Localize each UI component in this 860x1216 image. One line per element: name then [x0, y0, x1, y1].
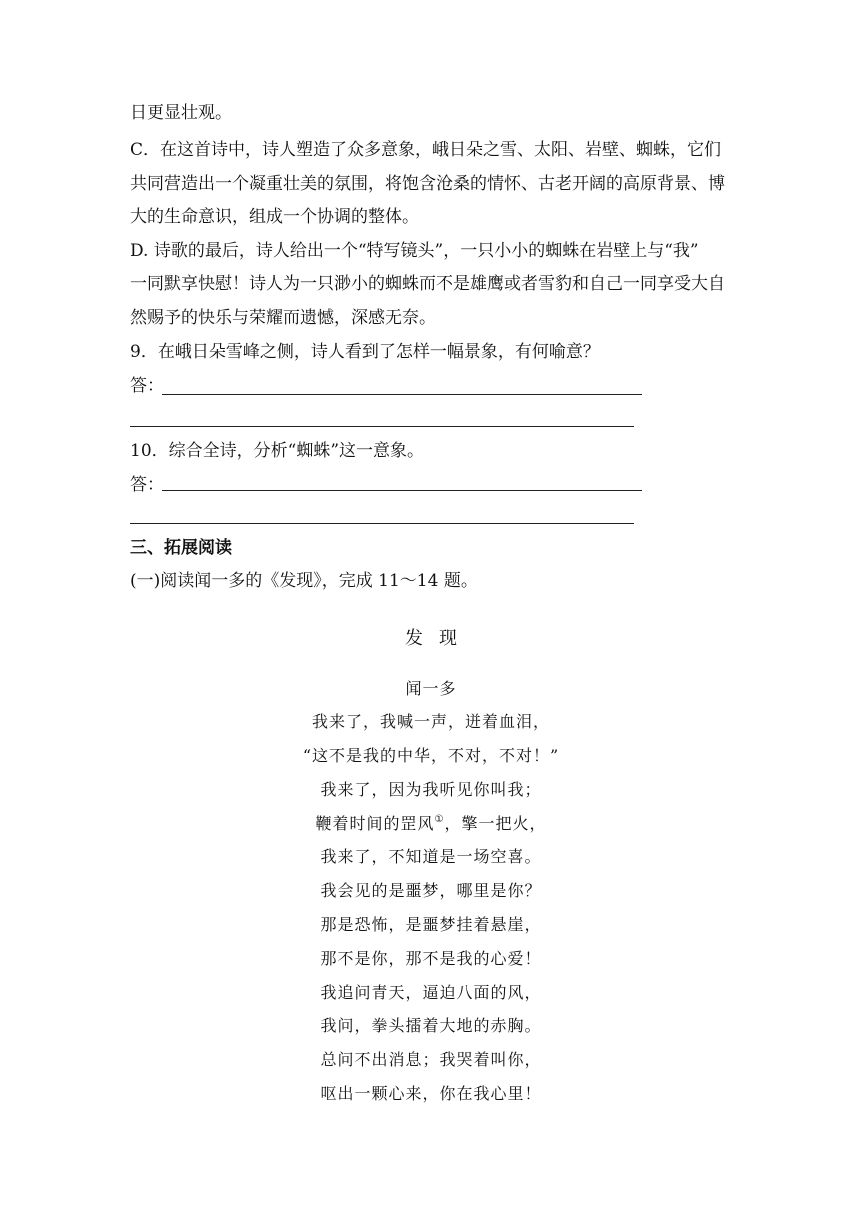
section-heading: 三、拓展阅读 — [130, 538, 232, 558]
poem-line-2: “这不是我的中华，不对，不对！” — [302, 746, 560, 765]
option-c-line-1: C．在这首诗中，诗人塑造了众多意象，峨日朵之雪、太阳、岩壁、蜘蛛，它们 — [130, 140, 722, 160]
poem-line-11: 总问不出消息；我哭着叫你， — [320, 1050, 542, 1069]
poem-line-8: 那不是你，那不是我的心爱！ — [320, 949, 542, 968]
answer-line-q10-1[interactable] — [162, 490, 642, 491]
footnote-marker[interactable]: ① — [434, 814, 445, 825]
poem-line-3: 我来了，因为我听见你叫我； — [320, 780, 542, 799]
answer-line-q10-2[interactable] — [130, 523, 634, 524]
option-d-line-2: 一同默享快慰！诗人为一只渺小的蜘蛛而不是雄鹰或者雪豹和自己一同享受大自 — [130, 274, 725, 294]
poem-line-1: 我来了，我喊一声，迸着血泪， — [311, 712, 550, 731]
poem-line-4-head: 鞭着时间的罡风 — [315, 814, 435, 833]
option-b-tail: 日更显壮观。 — [130, 103, 232, 123]
option-c-line-3: 大的生命意识，组成一个协调的整体。 — [130, 207, 419, 227]
poem-line-4-tail: ，擎一把火， — [444, 814, 547, 833]
question-10: 10．综合全诗，分析“蜘蛛”这一意象。 — [130, 441, 425, 461]
poem-line-9: 我追问青天，逼迫八面的风， — [320, 983, 542, 1002]
answer-line-q9-2[interactable] — [130, 426, 634, 427]
answer-label-q10: 答： — [130, 475, 164, 495]
poem-line-12: 呕出一颗心来，你在我心里！ — [320, 1084, 542, 1103]
poem-title: 发现 — [405, 628, 473, 649]
answer-line-q9-1[interactable] — [162, 394, 642, 395]
option-d-line-1: D. 诗歌的最后，诗人给出一个“特写镜头”，一只小小的蜘蛛在岩壁上与“我” — [130, 241, 699, 261]
poem-line-6: 我会见的是噩梦，哪里是你？ — [320, 881, 542, 900]
section-intro: (一)阅读闻一多的《发现》，完成 11～14 题。 — [130, 571, 478, 591]
poem-author: 闻一多 — [405, 679, 457, 698]
question-9: 9．在峨日朵雪峰之侧，诗人看到了怎样一幅景象，有何喻意？ — [130, 342, 600, 362]
answer-label-q9: 答： — [130, 376, 164, 396]
poem-line-4 — [130, 813, 732, 835]
poem-line-5: 我来了，不知道是一场空喜。 — [320, 847, 542, 866]
option-d-line-3: 然赐予的快乐与荣耀而遗憾，深感无奈。 — [130, 308, 436, 328]
option-c-line-2: 共同营造出一个凝重壮美的氛围，将饱含沧桑的情怀、古老开阔的高原背景、博 — [130, 174, 725, 194]
poem-line-7: 那是恐怖，是噩梦挂着悬崖， — [320, 915, 542, 934]
poem-line-10: 我问，拳头擂着大地的赤胸。 — [320, 1016, 542, 1035]
